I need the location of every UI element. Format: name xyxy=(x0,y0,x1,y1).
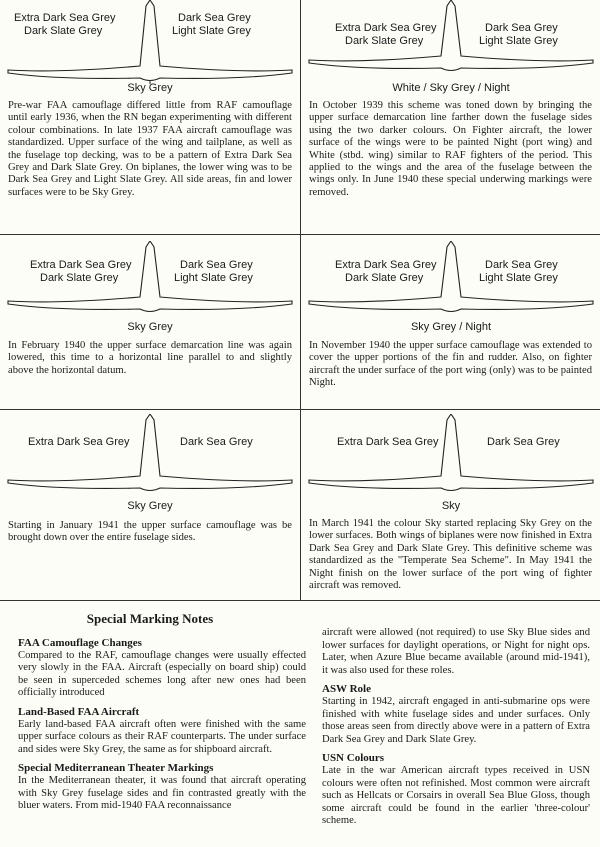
upper-right-colour-2: Light Slate Grey xyxy=(479,272,558,284)
upper-left-colour-2: Dark Slate Grey xyxy=(40,272,119,284)
upper-right-colour-1: Dark Sea Grey xyxy=(180,259,253,271)
note-text: aircraft were allowed (not required) to use Sky Blue sides and lower surfaces for daylight operations, or Night for night ops. Later, when Azure Blue became available (around mid-1941), it was also used for these roles. xyxy=(322,627,590,676)
special-marking-notes xyxy=(0,600,600,847)
note-heading: FAA Camouflage Changes xyxy=(18,637,142,649)
notes-right-column xyxy=(322,627,590,828)
aircraft-silhouette-icon xyxy=(301,414,600,514)
lower-colour: Sky Grey xyxy=(127,500,173,512)
note-text: Starting in 1942, aircraft engaged in anti-submarine ops were finished with white fuselage sides and under surfaces. Only those areas seen from directly above were in a pattern of Extra Dark Sea Grey and Dark Slate Grey. xyxy=(322,695,590,745)
lower-colour: White / Sky Grey / Night xyxy=(392,82,510,94)
scheme-description: Starting in January 1941 the upper surface camouflage was be brought down over the entire fuselage sides. xyxy=(8,520,292,544)
note-heading: Land-Based FAA Aircraft xyxy=(18,705,140,718)
lower-colour: Sky xyxy=(441,500,461,512)
notes-left-column xyxy=(18,631,306,813)
lower-colour: Sky Grey xyxy=(127,82,173,94)
aircraft-silhouette-icon xyxy=(0,414,300,514)
upper-left-colour-2: Dark Slate Grey xyxy=(345,272,424,284)
upper-left-colour-1: Extra Dark Sea Grey xyxy=(30,259,132,271)
note-text: Late in the war American aircraft types received in USN colours were often not refinished. Most common were aircraft such as Hellcats or Corsairs in overall Sea Blue Gloss, though some aircraft could be found in the earlier 'three-colour' scheme. xyxy=(322,764,590,827)
upper-right-colour-1: Dark Sea Grey xyxy=(485,259,558,271)
upper-right-colour-1: Dark Sea Grey xyxy=(180,436,253,448)
upper-left-colour-1: Extra Dark Sea Grey xyxy=(28,436,130,448)
scheme-panel-2 xyxy=(300,0,600,234)
upper-left-colour-1: Extra Dark Sea Grey xyxy=(337,436,439,448)
upper-right-colour-2: Light Slate Grey xyxy=(479,35,558,47)
aircraft-front-diagram xyxy=(0,414,300,514)
lower-colour: Sky Grey xyxy=(127,321,173,333)
scheme-panel-4 xyxy=(300,234,600,409)
scheme-panel-3 xyxy=(0,234,300,409)
scheme-description: In February 1940 the upper surface demarcation line was again lowered, this time to a horizontal line parallel to and slightly above the horizontal datum. xyxy=(8,340,292,376)
aircraft-front-diagram xyxy=(301,414,600,514)
note-text: In the Mediterranean theater, it was found that aircraft operating with Sky Grey fuselage sides and fin contrasted greatly with the bluer waters. From mid-1940 FAA reconnaissance xyxy=(18,774,306,812)
upper-right-colour-2: Light Slate Grey xyxy=(174,272,253,284)
note-heading: Special Mediterranean Theater Markings xyxy=(18,762,214,775)
scheme-panel-5 xyxy=(0,409,300,600)
upper-left-colour-2: Dark Slate Grey xyxy=(345,35,424,47)
lower-colour: Sky Grey / Night xyxy=(410,321,492,333)
scheme-panel-1 xyxy=(0,0,300,234)
upper-right-colour-1: Dark Sea Grey xyxy=(178,12,251,24)
scheme-description: In March 1941 the colour Sky started replacing Sky Grey on the lower surfaces. Both wings of biplanes were now finished in Extra Dark Sea Grey and Dark Slate Grey. This definitive scheme was standardized as the "Temperate Sea Scheme". In May 1941 the Night finish on the lower surface of the port wing of fighter aircraft was removed. xyxy=(309,518,592,592)
upper-right-colour-1: Dark Sea Grey xyxy=(487,436,560,448)
notes-title: Special Marking Notes xyxy=(86,611,214,626)
upper-right-colour-2: Light Slate Grey xyxy=(172,25,251,37)
scheme-description: In October 1939 this scheme was toned down by bringing the upper surface demarcation line farther down the fuselage sides using the two darker colours. On Fighter aircraft, the lower surface of the wings were to be painted Night (port wing) and White (stbd. wing) similar to RAF fighters of the period. This applied to the wings and the area of the fuselage between the wings only. In June 1940 these special underwing markings were removed. xyxy=(309,100,592,198)
scheme-description: Pre-war FAA camouflage differed little from RAF camouflage until early 1936, when the RN began experimenting with different colour combinations. In late 1937 FAA aircraft camouflage was standardized. Upper surface of the wing and tailplane, as well as the fuselage top decking, was to be a pattern of Extra Dark Sea Grey and Dark Slate Grey. On biplanes, the lower wing was to be Dark Sea Grey and Light Slate Grey. All side areas, fin and lower surfaces were to be Sky Grey. xyxy=(8,100,292,198)
scheme-panel-6 xyxy=(300,409,600,600)
note-text: Compared to the RAF, camouflage changes were usually effected very slowly in the FAA. Aircraft (especially on board ship) could be seen in superceded schemes long after new ones had been officially introduced xyxy=(18,649,306,699)
upper-left-colour-1: Extra Dark Sea Grey xyxy=(14,12,116,24)
note-heading: ASW Role xyxy=(322,683,371,696)
scheme-description: In November 1940 the upper surface camouflage was extended to cover the upper portions of the fin and rudder. Also, on fighter aircraft the under surface of the port wing (only) was to be painted Night. xyxy=(309,340,592,389)
upper-left-colour-2: Dark Slate Grey xyxy=(24,25,103,37)
note-heading: USN Colours xyxy=(322,752,385,765)
note-text: Early land-based FAA aircraft often were finished with the same upper surface colours as their RAF counterparts. The under surface and sides were Sky Grey, the same as for shipboard aircraft. xyxy=(18,718,306,755)
upper-left-colour-1: Extra Dark Sea Grey xyxy=(335,259,437,271)
upper-right-colour-1: Dark Sea Grey xyxy=(485,22,558,34)
upper-left-colour-1: Extra Dark Sea Grey xyxy=(335,22,437,34)
